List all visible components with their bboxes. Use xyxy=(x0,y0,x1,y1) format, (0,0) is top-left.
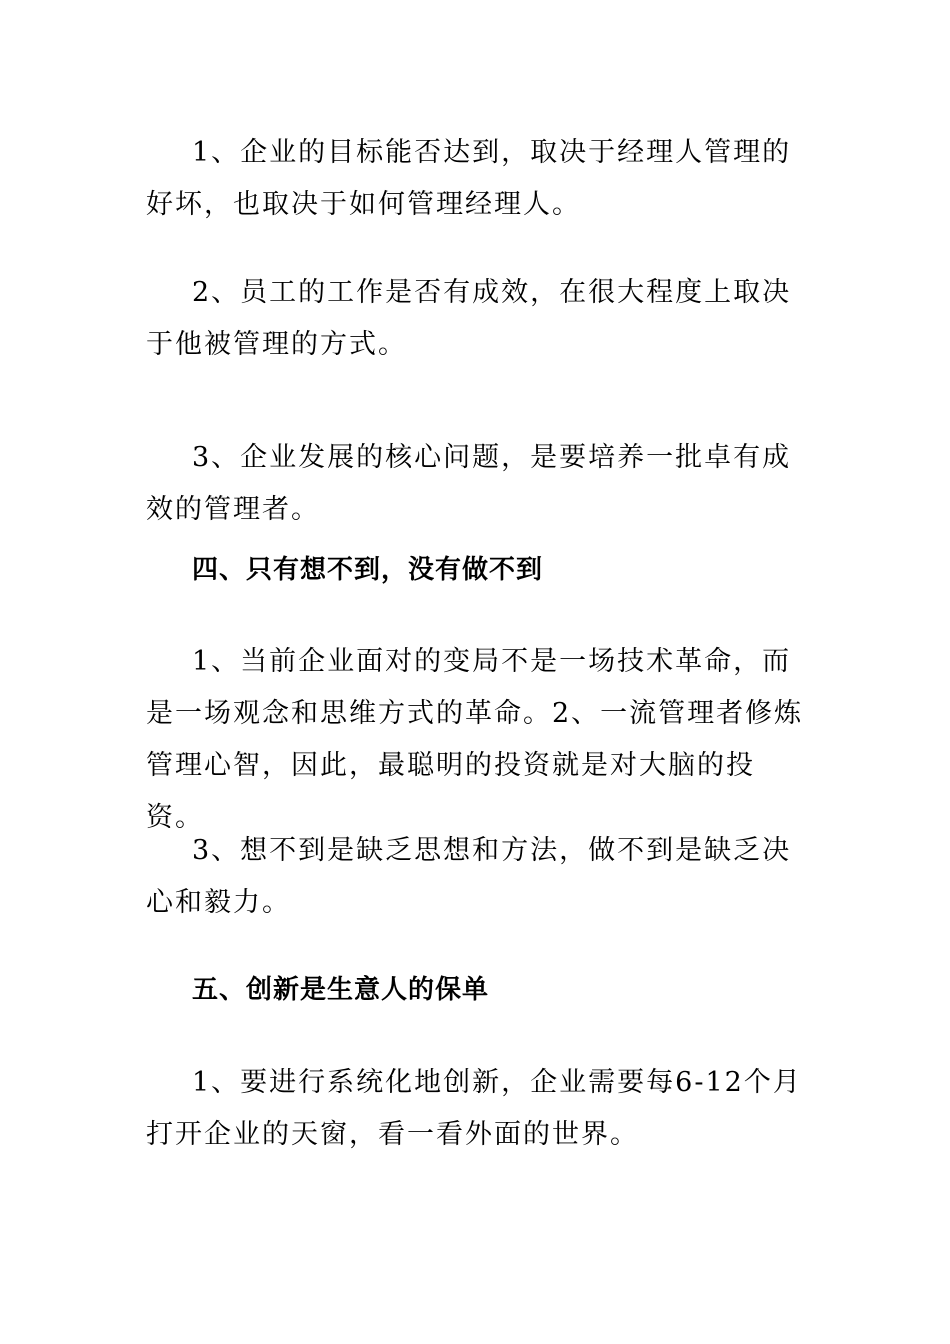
paragraph-2: 2、员工的工作是否有成效，在很大程度上取决于他被管理的方式。 xyxy=(146,277,792,360)
paragraph-4: 1、当前企业面对的变局不是一场技术革命，而是一场观念和思维方式的革命。2、一流管理者修炼管理心智，因此，最聪明的投资就是对大脑的投资。 xyxy=(146,646,804,833)
paragraph-6: 1、要进行系统化地创新，企业需要每6-12个月打开企业的天窗，看一看外面的世界。 xyxy=(146,1067,802,1150)
paragraph-3: 3、企业发展的核心问题，是要培养一批卓有成效的管理者。 xyxy=(146,442,792,525)
paragraph-1: 1、企业的目标能否达到，取决于经理人管理的好坏，也取决于如何管理经理人。 xyxy=(146,137,792,220)
paragraph-5: 3、想不到是缺乏思想和方法，做不到是缺乏决心和毅力。 xyxy=(146,835,792,918)
section-heading-4: 四、只有想不到，没有做不到 xyxy=(192,555,544,585)
section-heading-5: 五、创新是生意人的保单 xyxy=(192,975,490,1005)
